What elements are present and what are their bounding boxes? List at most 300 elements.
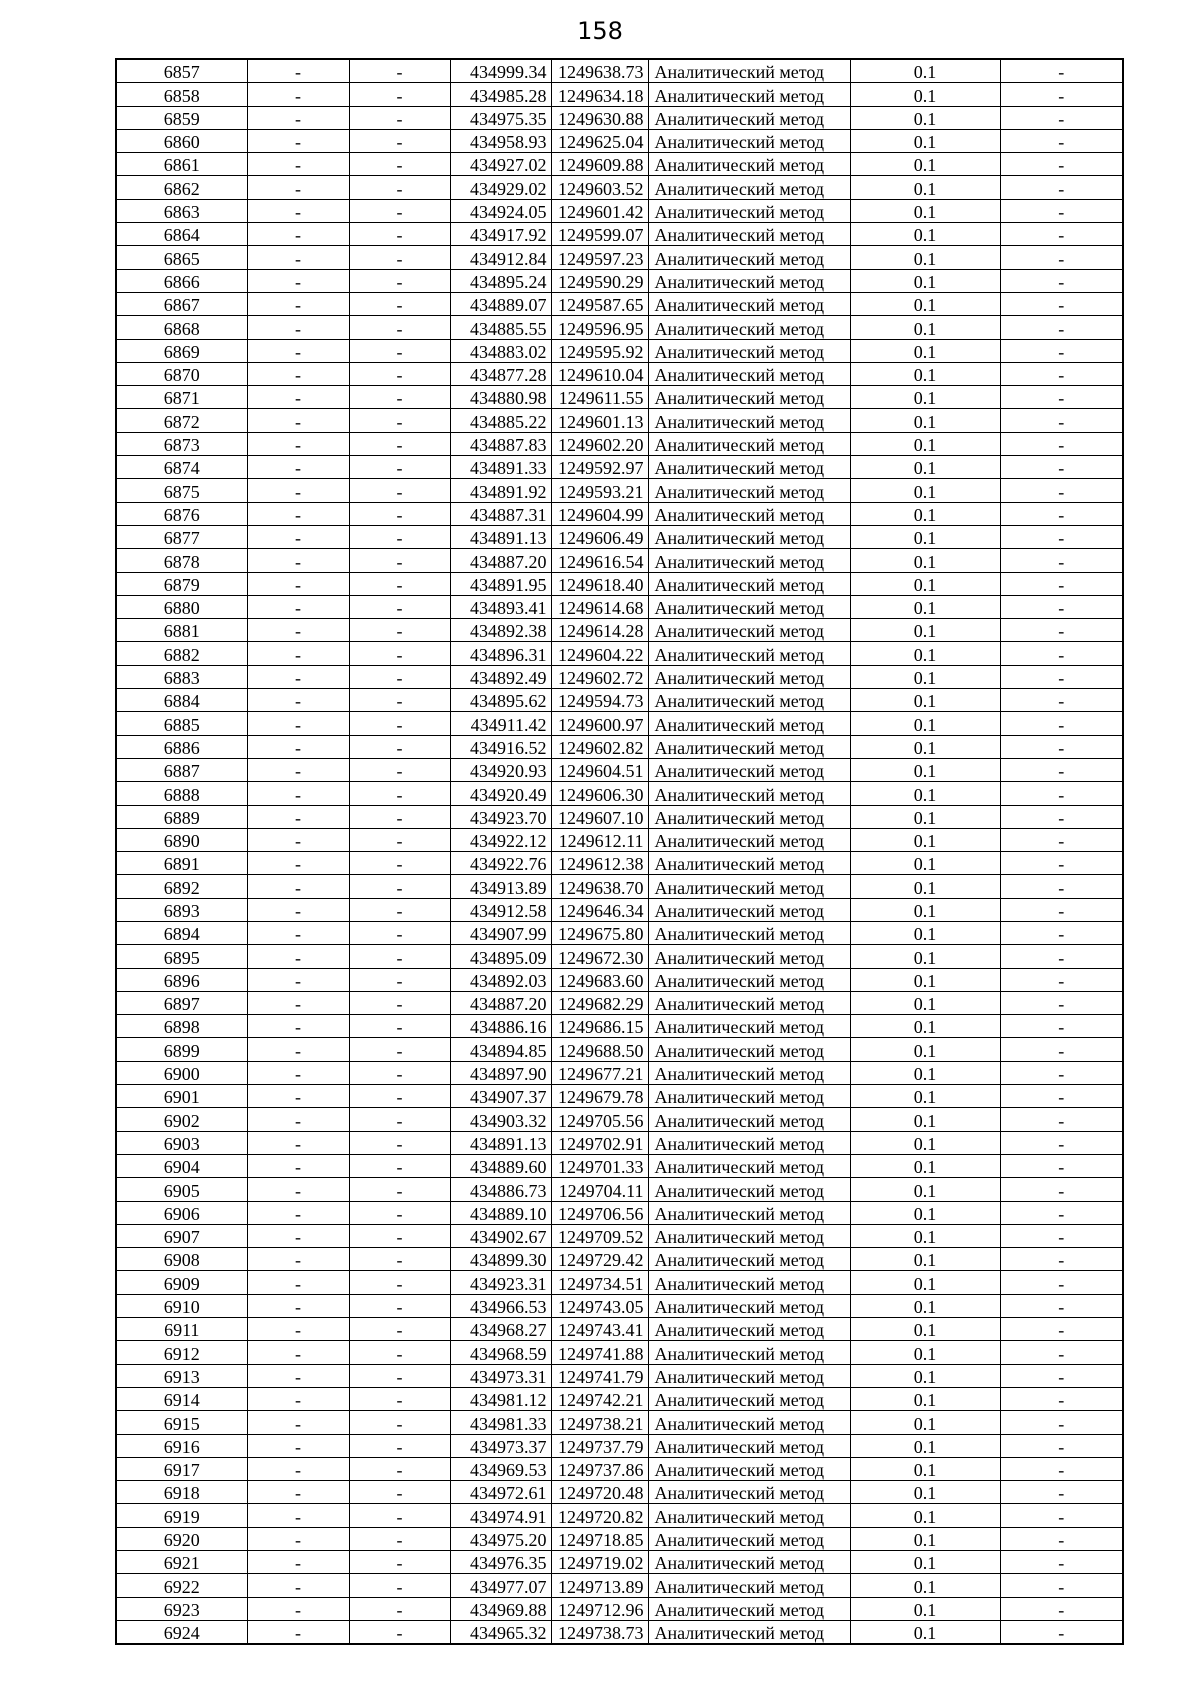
empty-dash-cell: - <box>247 572 349 595</box>
point-number-cell: 6883 <box>116 665 247 688</box>
y-coordinate-cell: 1249709.52 <box>551 1224 648 1247</box>
method-cell: Аналитический метод <box>648 502 850 525</box>
table-row <box>116 1224 1123 1247</box>
x-coordinate-cell: 434886.73 <box>450 1178 551 1201</box>
method-cell: Аналитический метод <box>648 549 850 572</box>
y-coordinate-cell: 1249602.82 <box>551 735 648 758</box>
empty-dash-cell: - <box>1000 1434 1123 1457</box>
method-cell: Аналитический метод <box>648 525 850 548</box>
accuracy-cell: 0.1 <box>850 735 1000 758</box>
x-coordinate-cell: 434887.20 <box>450 549 551 572</box>
point-number-cell: 6864 <box>116 223 247 246</box>
accuracy-cell: 0.1 <box>850 1178 1000 1201</box>
empty-dash-cell: - <box>349 1201 450 1224</box>
x-coordinate-cell: 434974.91 <box>450 1504 551 1527</box>
empty-dash-cell: - <box>1000 269 1123 292</box>
y-coordinate-cell: 1249603.52 <box>551 176 648 199</box>
empty-dash-cell: - <box>349 1387 450 1410</box>
x-coordinate-cell: 434927.02 <box>450 153 551 176</box>
method-cell: Аналитический метод <box>648 1015 850 1038</box>
method-cell: Аналитический метод <box>648 269 850 292</box>
x-coordinate-cell: 434981.33 <box>450 1411 551 1434</box>
empty-dash-cell: - <box>247 1015 349 1038</box>
x-coordinate-cell: 434885.55 <box>450 316 551 339</box>
point-number-cell: 6882 <box>116 642 247 665</box>
accuracy-cell: 0.1 <box>850 1201 1000 1224</box>
accuracy-cell: 0.1 <box>850 1504 1000 1527</box>
y-coordinate-cell: 1249677.21 <box>551 1061 648 1084</box>
method-cell: Аналитический метод <box>648 991 850 1014</box>
point-number-cell: 6908 <box>116 1248 247 1271</box>
accuracy-cell: 0.1 <box>850 642 1000 665</box>
x-coordinate-cell: 434975.20 <box>450 1527 551 1550</box>
x-coordinate-cell: 434958.93 <box>450 129 551 152</box>
empty-dash-cell: - <box>349 735 450 758</box>
empty-dash-cell: - <box>1000 292 1123 315</box>
x-coordinate-cell: 434887.83 <box>450 432 551 455</box>
method-cell: Аналитический метод <box>648 1504 850 1527</box>
table-row <box>116 1434 1123 1457</box>
method-cell: Аналитический метод <box>648 1038 850 1061</box>
empty-dash-cell: - <box>1000 479 1123 502</box>
x-coordinate-cell: 434913.89 <box>450 875 551 898</box>
accuracy-cell: 0.1 <box>850 968 1000 991</box>
empty-dash-cell: - <box>247 362 349 385</box>
y-coordinate-cell: 1249702.91 <box>551 1131 648 1154</box>
method-cell: Аналитический метод <box>648 875 850 898</box>
point-number-cell: 6879 <box>116 572 247 595</box>
empty-dash-cell: - <box>247 805 349 828</box>
table-row <box>116 409 1123 432</box>
y-coordinate-cell: 1249609.88 <box>551 153 648 176</box>
table-row <box>116 945 1123 968</box>
method-cell: Аналитический метод <box>648 153 850 176</box>
table-row <box>116 1504 1123 1527</box>
empty-dash-cell: - <box>349 59 450 83</box>
point-number-cell: 6858 <box>116 83 247 106</box>
point-number-cell: 6924 <box>116 1620 247 1644</box>
empty-dash-cell: - <box>349 176 450 199</box>
y-coordinate-cell: 1249612.11 <box>551 828 648 851</box>
table-row <box>116 1271 1123 1294</box>
empty-dash-cell: - <box>1000 386 1123 409</box>
table-row <box>116 1574 1123 1597</box>
empty-dash-cell: - <box>349 1341 450 1364</box>
point-number-cell: 6881 <box>116 619 247 642</box>
x-coordinate-cell: 434923.70 <box>450 805 551 828</box>
empty-dash-cell: - <box>247 409 349 432</box>
empty-dash-cell: - <box>247 1294 349 1317</box>
table-row <box>116 223 1123 246</box>
y-coordinate-cell: 1249718.85 <box>551 1527 648 1550</box>
x-coordinate-cell: 434972.61 <box>450 1481 551 1504</box>
y-coordinate-cell: 1249743.41 <box>551 1318 648 1341</box>
empty-dash-cell: - <box>349 875 450 898</box>
point-number-cell: 6887 <box>116 758 247 781</box>
accuracy-cell: 0.1 <box>850 1248 1000 1271</box>
y-coordinate-cell: 1249602.20 <box>551 432 648 455</box>
point-number-cell: 6894 <box>116 921 247 944</box>
accuracy-cell: 0.1 <box>850 1527 1000 1550</box>
accuracy-cell: 0.1 <box>850 1434 1000 1457</box>
method-cell: Аналитический метод <box>648 1108 850 1131</box>
empty-dash-cell: - <box>1000 316 1123 339</box>
method-cell: Аналитический метод <box>648 59 850 83</box>
x-coordinate-cell: 434894.85 <box>450 1038 551 1061</box>
empty-dash-cell: - <box>349 1504 450 1527</box>
x-coordinate-cell: 434973.37 <box>450 1434 551 1457</box>
empty-dash-cell: - <box>349 502 450 525</box>
empty-dash-cell: - <box>1000 712 1123 735</box>
table-row <box>116 1038 1123 1061</box>
y-coordinate-cell: 1249604.22 <box>551 642 648 665</box>
x-coordinate-cell: 434917.92 <box>450 223 551 246</box>
point-number-cell: 6865 <box>116 246 247 269</box>
y-coordinate-cell: 1249738.21 <box>551 1411 648 1434</box>
point-number-cell: 6906 <box>116 1201 247 1224</box>
method-cell: Аналитический метод <box>648 619 850 642</box>
method-cell: Аналитический метод <box>648 782 850 805</box>
empty-dash-cell: - <box>1000 1131 1123 1154</box>
point-number-cell: 6866 <box>116 269 247 292</box>
empty-dash-cell: - <box>247 316 349 339</box>
accuracy-cell: 0.1 <box>850 269 1000 292</box>
method-cell: Аналитический метод <box>648 199 850 222</box>
point-number-cell: 6901 <box>116 1085 247 1108</box>
y-coordinate-cell: 1249590.29 <box>551 269 648 292</box>
accuracy-cell: 0.1 <box>850 1015 1000 1038</box>
x-coordinate-cell: 434965.32 <box>450 1620 551 1644</box>
empty-dash-cell: - <box>247 1085 349 1108</box>
point-number-cell: 6912 <box>116 1341 247 1364</box>
accuracy-cell: 0.1 <box>850 1457 1000 1480</box>
y-coordinate-cell: 1249741.79 <box>551 1364 648 1387</box>
x-coordinate-cell: 434966.53 <box>450 1294 551 1317</box>
table-row <box>116 852 1123 875</box>
empty-dash-cell: - <box>1000 199 1123 222</box>
point-number-cell: 6870 <box>116 362 247 385</box>
empty-dash-cell: - <box>1000 1597 1123 1620</box>
empty-dash-cell: - <box>247 689 349 712</box>
empty-dash-cell: - <box>1000 1527 1123 1550</box>
table-row <box>116 1108 1123 1131</box>
accuracy-cell: 0.1 <box>850 1411 1000 1434</box>
point-number-cell: 6860 <box>116 129 247 152</box>
table-row <box>116 292 1123 315</box>
x-coordinate-cell: 434968.27 <box>450 1318 551 1341</box>
empty-dash-cell: - <box>1000 991 1123 1014</box>
y-coordinate-cell: 1249611.55 <box>551 386 648 409</box>
empty-dash-cell: - <box>247 1457 349 1480</box>
coordinates-table-body <box>116 59 1123 1644</box>
table-row <box>116 1178 1123 1201</box>
empty-dash-cell: - <box>349 758 450 781</box>
y-coordinate-cell: 1249594.73 <box>551 689 648 712</box>
y-coordinate-cell: 1249719.02 <box>551 1551 648 1574</box>
point-number-cell: 6921 <box>116 1551 247 1574</box>
x-coordinate-cell: 434975.35 <box>450 106 551 129</box>
accuracy-cell: 0.1 <box>850 1551 1000 1574</box>
empty-dash-cell: - <box>1000 665 1123 688</box>
empty-dash-cell: - <box>247 1341 349 1364</box>
accuracy-cell: 0.1 <box>850 1597 1000 1620</box>
empty-dash-cell: - <box>1000 1364 1123 1387</box>
y-coordinate-cell: 1249738.73 <box>551 1620 648 1644</box>
empty-dash-cell: - <box>247 1387 349 1410</box>
empty-dash-cell: - <box>247 1131 349 1154</box>
y-coordinate-cell: 1249612.38 <box>551 852 648 875</box>
empty-dash-cell: - <box>1000 968 1123 991</box>
method-cell: Аналитический метод <box>648 1061 850 1084</box>
table-row <box>116 689 1123 712</box>
point-number-cell: 6868 <box>116 316 247 339</box>
y-coordinate-cell: 1249683.60 <box>551 968 648 991</box>
empty-dash-cell: - <box>247 1224 349 1247</box>
empty-dash-cell: - <box>349 223 450 246</box>
point-number-cell: 6886 <box>116 735 247 758</box>
empty-dash-cell: - <box>349 712 450 735</box>
point-number-cell: 6876 <box>116 502 247 525</box>
y-coordinate-cell: 1249614.28 <box>551 619 648 642</box>
accuracy-cell: 0.1 <box>850 1108 1000 1131</box>
empty-dash-cell: - <box>247 1411 349 1434</box>
empty-dash-cell: - <box>349 456 450 479</box>
table-row <box>116 805 1123 828</box>
y-coordinate-cell: 1249592.97 <box>551 456 648 479</box>
point-number-cell: 6917 <box>116 1457 247 1480</box>
point-number-cell: 6915 <box>116 1411 247 1434</box>
empty-dash-cell: - <box>247 246 349 269</box>
empty-dash-cell: - <box>1000 1318 1123 1341</box>
x-coordinate-cell: 434968.59 <box>450 1341 551 1364</box>
x-coordinate-cell: 434889.07 <box>450 292 551 315</box>
empty-dash-cell: - <box>1000 246 1123 269</box>
method-cell: Аналитический метод <box>648 1551 850 1574</box>
point-number-cell: 6869 <box>116 339 247 362</box>
empty-dash-cell: - <box>349 619 450 642</box>
empty-dash-cell: - <box>247 1527 349 1550</box>
empty-dash-cell: - <box>247 898 349 921</box>
empty-dash-cell: - <box>349 1434 450 1457</box>
empty-dash-cell: - <box>349 1131 450 1154</box>
empty-dash-cell: - <box>1000 176 1123 199</box>
method-cell: Аналитический метод <box>648 945 850 968</box>
empty-dash-cell: - <box>247 153 349 176</box>
point-number-cell: 6907 <box>116 1224 247 1247</box>
empty-dash-cell: - <box>1000 619 1123 642</box>
table-row <box>116 1527 1123 1550</box>
accuracy-cell: 0.1 <box>850 339 1000 362</box>
y-coordinate-cell: 1249593.21 <box>551 479 648 502</box>
empty-dash-cell: - <box>247 1178 349 1201</box>
y-coordinate-cell: 1249729.42 <box>551 1248 648 1271</box>
table-row <box>116 619 1123 642</box>
point-number-cell: 6923 <box>116 1597 247 1620</box>
table-row <box>116 83 1123 106</box>
method-cell: Аналитический метод <box>648 805 850 828</box>
y-coordinate-cell: 1249606.49 <box>551 525 648 548</box>
empty-dash-cell: - <box>247 1434 349 1457</box>
x-coordinate-cell: 434969.88 <box>450 1597 551 1620</box>
y-coordinate-cell: 1249679.78 <box>551 1085 648 1108</box>
method-cell: Аналитический метод <box>648 1224 850 1247</box>
table-row <box>116 456 1123 479</box>
empty-dash-cell: - <box>349 479 450 502</box>
empty-dash-cell: - <box>247 642 349 665</box>
empty-dash-cell: - <box>1000 129 1123 152</box>
point-number-cell: 6867 <box>116 292 247 315</box>
table-row <box>116 572 1123 595</box>
empty-dash-cell: - <box>349 153 450 176</box>
table-row <box>116 549 1123 572</box>
table-row <box>116 898 1123 921</box>
table-row <box>116 642 1123 665</box>
accuracy-cell: 0.1 <box>850 1620 1000 1644</box>
table-row <box>116 362 1123 385</box>
empty-dash-cell: - <box>247 735 349 758</box>
point-number-cell: 6859 <box>116 106 247 129</box>
empty-dash-cell: - <box>1000 409 1123 432</box>
empty-dash-cell: - <box>247 1597 349 1620</box>
x-coordinate-cell: 434886.16 <box>450 1015 551 1038</box>
method-cell: Аналитический метод <box>648 852 850 875</box>
empty-dash-cell: - <box>349 106 450 129</box>
empty-dash-cell: - <box>1000 1574 1123 1597</box>
point-number-cell: 6899 <box>116 1038 247 1061</box>
table-row <box>116 1154 1123 1177</box>
empty-dash-cell: - <box>1000 1201 1123 1224</box>
point-number-cell: 6898 <box>116 1015 247 1038</box>
accuracy-cell: 0.1 <box>850 153 1000 176</box>
method-cell: Аналитический метод <box>648 1364 850 1387</box>
table-row <box>116 665 1123 688</box>
method-cell: Аналитический метод <box>648 898 850 921</box>
accuracy-cell: 0.1 <box>850 525 1000 548</box>
empty-dash-cell: - <box>1000 456 1123 479</box>
empty-dash-cell: - <box>247 502 349 525</box>
method-cell: Аналитический метод <box>648 1411 850 1434</box>
x-coordinate-cell: 434924.05 <box>450 199 551 222</box>
method-cell: Аналитический метод <box>648 1085 850 1108</box>
point-number-cell: 6880 <box>116 595 247 618</box>
point-number-cell: 6913 <box>116 1364 247 1387</box>
y-coordinate-cell: 1249646.34 <box>551 898 648 921</box>
table-row <box>116 269 1123 292</box>
method-cell: Аналитический метод <box>648 828 850 851</box>
table-row <box>116 153 1123 176</box>
empty-dash-cell: - <box>1000 1015 1123 1038</box>
point-number-cell: 6878 <box>116 549 247 572</box>
point-number-cell: 6896 <box>116 968 247 991</box>
accuracy-cell: 0.1 <box>850 1318 1000 1341</box>
empty-dash-cell: - <box>1000 1108 1123 1131</box>
accuracy-cell: 0.1 <box>850 106 1000 129</box>
accuracy-cell: 0.1 <box>850 572 1000 595</box>
accuracy-cell: 0.1 <box>850 362 1000 385</box>
empty-dash-cell: - <box>247 968 349 991</box>
accuracy-cell: 0.1 <box>850 945 1000 968</box>
method-cell: Аналитический метод <box>648 129 850 152</box>
empty-dash-cell: - <box>247 595 349 618</box>
x-coordinate-cell: 434999.34 <box>450 59 551 83</box>
x-coordinate-cell: 434895.09 <box>450 945 551 968</box>
empty-dash-cell: - <box>247 1551 349 1574</box>
method-cell: Аналитический метод <box>648 1318 850 1341</box>
empty-dash-cell: - <box>349 921 450 944</box>
empty-dash-cell: - <box>247 1271 349 1294</box>
point-number-cell: 6909 <box>116 1271 247 1294</box>
x-coordinate-cell: 434903.32 <box>450 1108 551 1131</box>
point-number-cell: 6914 <box>116 1387 247 1410</box>
empty-dash-cell: - <box>1000 549 1123 572</box>
y-coordinate-cell: 1249630.88 <box>551 106 648 129</box>
y-coordinate-cell: 1249616.54 <box>551 549 648 572</box>
empty-dash-cell: - <box>1000 1038 1123 1061</box>
empty-dash-cell: - <box>349 129 450 152</box>
x-coordinate-cell: 434916.52 <box>450 735 551 758</box>
empty-dash-cell: - <box>349 945 450 968</box>
table-row <box>116 1318 1123 1341</box>
empty-dash-cell: - <box>1000 782 1123 805</box>
x-coordinate-cell: 434981.12 <box>450 1387 551 1410</box>
empty-dash-cell: - <box>247 875 349 898</box>
empty-dash-cell: - <box>247 339 349 362</box>
empty-dash-cell: - <box>247 758 349 781</box>
accuracy-cell: 0.1 <box>850 409 1000 432</box>
x-coordinate-cell: 434896.31 <box>450 642 551 665</box>
y-coordinate-cell: 1249713.89 <box>551 1574 648 1597</box>
empty-dash-cell: - <box>247 129 349 152</box>
point-number-cell: 6890 <box>116 828 247 851</box>
empty-dash-cell: - <box>247 223 349 246</box>
empty-dash-cell: - <box>349 665 450 688</box>
table-row <box>116 176 1123 199</box>
point-number-cell: 6895 <box>116 945 247 968</box>
empty-dash-cell: - <box>1000 1178 1123 1201</box>
method-cell: Аналитический метод <box>648 1387 850 1410</box>
method-cell: Аналитический метод <box>648 968 850 991</box>
y-coordinate-cell: 1249604.51 <box>551 758 648 781</box>
empty-dash-cell: - <box>1000 1294 1123 1317</box>
empty-dash-cell: - <box>349 1481 450 1504</box>
accuracy-cell: 0.1 <box>850 1481 1000 1504</box>
method-cell: Аналитический метод <box>648 456 850 479</box>
point-number-cell: 6888 <box>116 782 247 805</box>
method-cell: Аналитический метод <box>648 689 850 712</box>
table-row <box>116 758 1123 781</box>
empty-dash-cell: - <box>247 83 349 106</box>
empty-dash-cell: - <box>349 1457 450 1480</box>
point-number-cell: 6877 <box>116 525 247 548</box>
x-coordinate-cell: 434985.28 <box>450 83 551 106</box>
table-row <box>116 1061 1123 1084</box>
y-coordinate-cell: 1249614.68 <box>551 595 648 618</box>
point-number-cell: 6920 <box>116 1527 247 1550</box>
empty-dash-cell: - <box>349 1015 450 1038</box>
y-coordinate-cell: 1249595.92 <box>551 339 648 362</box>
empty-dash-cell: - <box>1000 106 1123 129</box>
y-coordinate-cell: 1249704.11 <box>551 1178 648 1201</box>
empty-dash-cell: - <box>1000 1481 1123 1504</box>
accuracy-cell: 0.1 <box>850 758 1000 781</box>
point-number-cell: 6874 <box>116 456 247 479</box>
empty-dash-cell: - <box>247 921 349 944</box>
method-cell: Аналитический метод <box>648 1131 850 1154</box>
empty-dash-cell: - <box>349 595 450 618</box>
table-row <box>116 339 1123 362</box>
y-coordinate-cell: 1249682.29 <box>551 991 648 1014</box>
method-cell: Аналитический метод <box>648 1527 850 1550</box>
